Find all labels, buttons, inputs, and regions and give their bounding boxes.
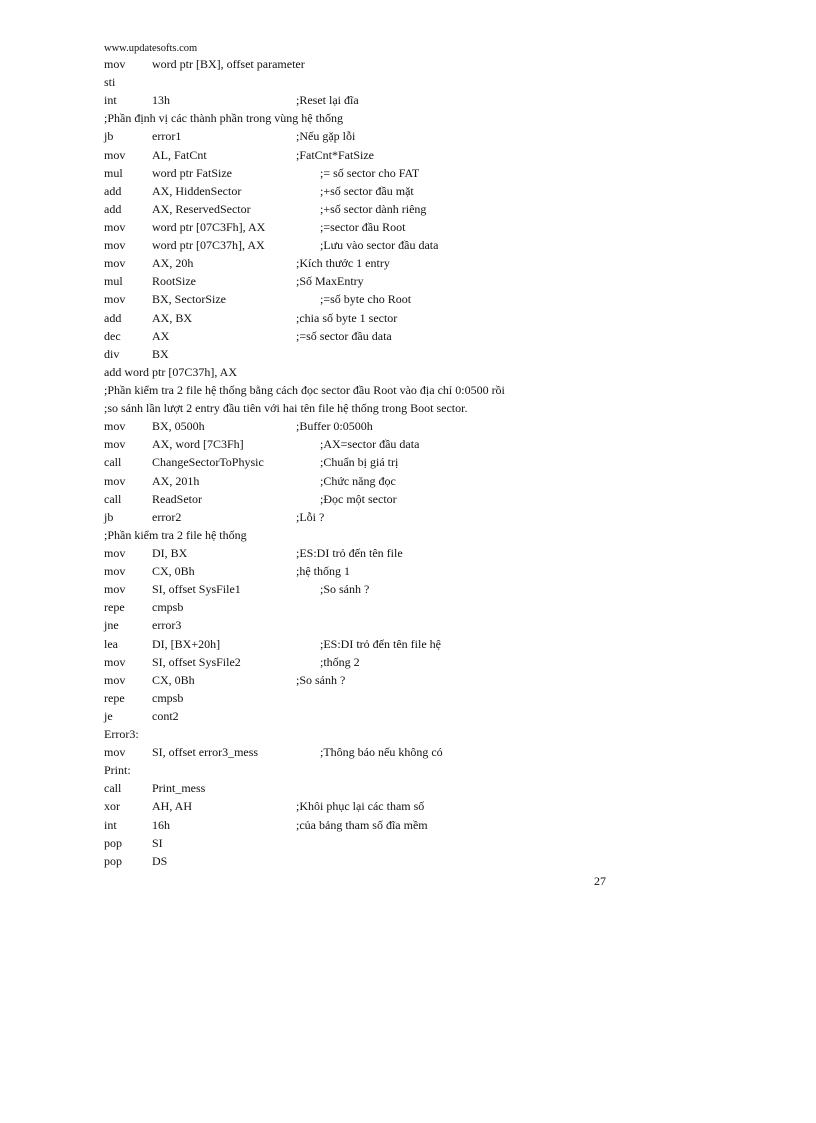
operands: DI, BX (152, 545, 188, 560)
operands: word ptr [07C3Fh], AX (152, 219, 266, 234)
header-url: www.updatesofts.com (104, 43, 198, 54)
code-line (104, 73, 624, 91)
operands: error3 (152, 618, 182, 633)
operands: 16h (152, 817, 170, 832)
code-line (104, 598, 624, 616)
operands: word ptr FatSize (152, 165, 232, 180)
operands: CX, 0Bh (152, 564, 195, 579)
opcode: pop (104, 853, 122, 868)
code-line (104, 381, 624, 399)
code-line (104, 218, 624, 236)
code-line-text: ;so sánh lần lượt 2 entry đầu tiên với hai tên file hệ thống trong Boot sector. (104, 401, 468, 416)
code-line (104, 435, 624, 453)
opcode: jb (104, 509, 114, 524)
code-line (104, 508, 624, 526)
operands: CX, 0Bh (152, 672, 195, 687)
opcode: sti (104, 75, 116, 90)
code-line (104, 635, 624, 653)
opcode: div (104, 346, 120, 361)
comment: ;Số MaxEntry (296, 274, 364, 289)
code-line (104, 616, 624, 634)
code-line (104, 834, 624, 852)
code-line (104, 200, 624, 218)
opcode: add (104, 183, 122, 198)
comment: ;Buffer 0:0500h (296, 419, 373, 434)
comment: ;AX=sector đầu data (320, 437, 420, 452)
operands: cont2 (152, 708, 179, 723)
code-line (104, 182, 624, 200)
opcode: mov (104, 219, 126, 234)
comment: ;ES:DI trỏ đến tên file (296, 545, 403, 560)
code-line (104, 399, 624, 417)
opcode: mov (104, 564, 126, 579)
operands: DS (152, 853, 168, 868)
operands: AX, BX (152, 310, 193, 325)
opcode: int (104, 93, 117, 108)
operands: AX (152, 328, 170, 343)
operands: SI, offset error3_mess (152, 745, 259, 760)
opcode: mov (104, 745, 126, 760)
operands: SI (152, 835, 163, 850)
code-line (104, 653, 624, 671)
code-line (104, 689, 624, 707)
opcode: add (104, 201, 122, 216)
code-line-text: add word ptr [07C37h], AX (104, 364, 237, 379)
code-line (104, 490, 624, 508)
code-line (104, 453, 624, 471)
code-line-text: Error3: (104, 727, 139, 742)
opcode: lea (104, 636, 118, 651)
comment: ;thống 2 (320, 654, 360, 669)
opcode: mov (104, 292, 126, 307)
operands: error2 (152, 509, 182, 524)
opcode: mov (104, 419, 126, 434)
opcode: mov (104, 437, 126, 452)
comment: ;= số sector cho FAT (320, 165, 420, 180)
code-line (104, 109, 624, 127)
comment: ;Chuẩn bị giá trị (320, 455, 399, 470)
opcode: mov (104, 57, 126, 71)
opcode: mov (104, 672, 126, 687)
opcode: mov (104, 147, 126, 162)
operands: BX (152, 346, 169, 361)
code-line (104, 417, 624, 435)
opcode: mul (104, 165, 123, 180)
code-line (104, 345, 624, 363)
comment: ;So sánh ? (320, 582, 370, 597)
code-line (104, 816, 624, 834)
opcode: pop (104, 835, 122, 850)
comment: ;Reset lại đĩa (296, 93, 359, 108)
code-line (104, 146, 624, 164)
code-line (104, 363, 624, 381)
opcode: mov (104, 654, 126, 669)
assembly-listing (104, 55, 624, 870)
operands: SI, offset SysFile1 (152, 582, 241, 597)
opcode: int (104, 817, 117, 832)
opcode: jb (104, 129, 114, 144)
operands: BX, SectorSize (152, 292, 226, 307)
operands: cmpsb (152, 690, 184, 705)
opcode: mov (104, 582, 126, 597)
code-line (104, 707, 624, 725)
opcode: repe (104, 690, 125, 705)
comment: ;=số sector đầu data (296, 328, 392, 343)
comment: ;Khôi phục lại các tham số (296, 799, 425, 814)
opcode: call (104, 455, 122, 470)
code-line (104, 327, 624, 345)
code-line (104, 725, 624, 743)
comment: ;Nếu gặp lỗi (296, 129, 356, 144)
operands: SI, offset SysFile2 (152, 654, 241, 669)
code-line (104, 852, 624, 870)
code-line (104, 743, 624, 761)
operands: word ptr [BX], offset parameter (152, 57, 305, 71)
code-line (104, 127, 624, 145)
comment: ;của bảng tham số đĩa mềm (296, 817, 428, 832)
operands: RootSize (152, 274, 196, 289)
code-line-text: ;Phần định vị các thành phần trong vùng hệ thống (104, 111, 343, 126)
comment: ;chia số byte 1 sector (296, 310, 398, 325)
code-line (104, 671, 624, 689)
opcode: xor (104, 799, 120, 814)
comment: ;Thông báo nếu không có (320, 745, 443, 760)
code-line-text: ;Phần kiểm tra 2 file hệ thống bằng cách đọc sector đầu Root vào địa chỉ 0:0500 rồi (104, 382, 505, 397)
comment: ;Kích thước 1 entry (296, 256, 390, 271)
operands: AL, FatCnt (152, 147, 207, 162)
operands: AX, ReservedSector (152, 201, 251, 216)
opcode: je (104, 708, 113, 723)
code-line (104, 526, 624, 544)
opcode: repe (104, 600, 125, 615)
code-line (104, 562, 624, 580)
code-line-text: ;Phần kiểm tra 2 file hệ thống (104, 527, 247, 542)
comment: ;FatCnt*FatSize (296, 147, 374, 162)
code-line (104, 164, 624, 182)
opcode: mov (104, 238, 126, 253)
operands: AX, 20h (152, 256, 194, 271)
comment: ;So sánh ? (296, 672, 346, 687)
code-line (104, 236, 624, 254)
opcode: call (104, 781, 122, 796)
operands: AX, 201h (152, 473, 200, 488)
code-line (104, 472, 624, 490)
code-line (104, 254, 624, 272)
code-line (104, 309, 624, 327)
opcode: mul (104, 274, 123, 289)
code-line-text: Print: (104, 763, 131, 778)
operands: AH, AH (152, 799, 193, 814)
operands: AX, HiddenSector (152, 183, 242, 198)
comment: ;hệ thống 1 (296, 564, 350, 579)
opcode: mov (104, 256, 126, 271)
opcode: dec (104, 328, 121, 343)
comment: ;=sector đầu Root (320, 219, 406, 234)
page-number: 27 (594, 874, 606, 888)
opcode: mov (104, 473, 126, 488)
comment: ;=số byte cho Root (320, 292, 412, 307)
comment: ;ES:DI trỏ đến tên file hệ (320, 636, 441, 651)
operands: ChangeSectorToPhysic (152, 455, 264, 470)
operands: ReadSetor (152, 491, 202, 506)
code-line (104, 55, 624, 73)
operands: cmpsb (152, 600, 184, 615)
opcode: add (104, 310, 122, 325)
operands: AX, word [7C3Fh] (152, 437, 244, 452)
opcode: jne (104, 618, 119, 633)
comment: ;+số sector đầu mặt (320, 183, 414, 198)
operands: 13h (152, 93, 170, 108)
code-line (104, 580, 624, 598)
operands: word ptr [07C37h], AX (152, 238, 265, 253)
operands: DI, [BX+20h] (152, 636, 221, 651)
operands: Print_mess (152, 781, 206, 796)
code-line (104, 91, 624, 109)
opcode: mov (104, 545, 126, 560)
code-line (104, 779, 624, 797)
code-line (104, 272, 624, 290)
comment: ;+số sector dành riêng (320, 201, 427, 216)
comment: ;Chức năng đọc (320, 473, 396, 488)
opcode: call (104, 491, 122, 506)
code-line (104, 797, 624, 815)
operands: error1 (152, 129, 182, 144)
comment: ;Đọc một sector (320, 491, 397, 506)
comment: ;Lưu vào sector đầu data (320, 238, 439, 253)
comment: ;Lỗi ? (296, 509, 325, 524)
code-line (104, 544, 624, 562)
code-line (104, 761, 624, 779)
operands: BX, 0500h (152, 419, 205, 434)
code-line (104, 290, 624, 308)
